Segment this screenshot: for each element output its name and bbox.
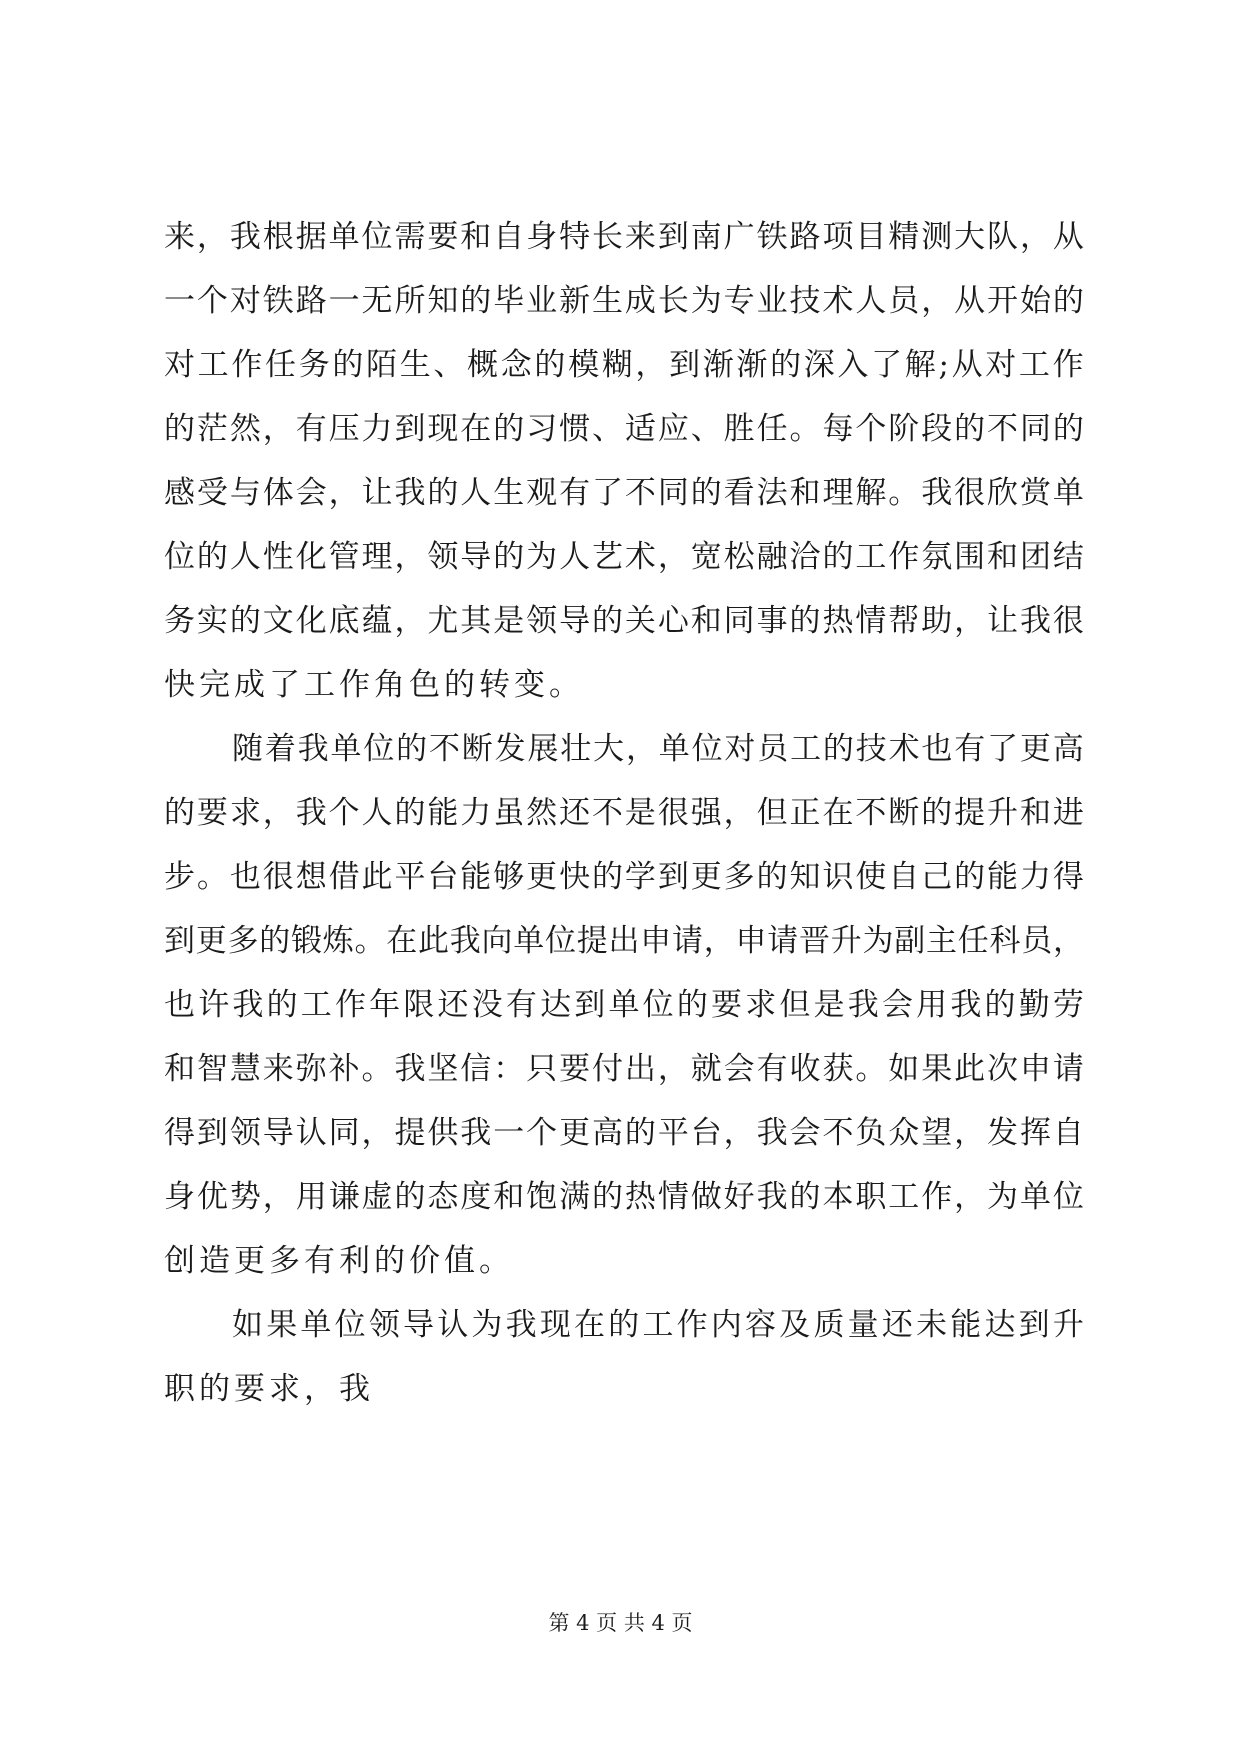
document-body (164, 205, 1084, 1421)
text-line: 步 。 也 很 想 借 此 平 台 能 够 更 快 的 学 到 更 多 的 知 识 使 自 己 的 能 力 得 (164, 859, 1084, 895)
text-line: 到 更 多 的 锻 炼 。 在 此 我 向 单 位 提 出 申 请 ， 申 请 晋 升 为 副 主 任 科 员 ， (164, 923, 1084, 959)
text-line: 随 着 我 单 位 的 不 断 发 展 壮 大 ， 单 位 对 员 工 的 技 术 也 有 了 更 高 (232, 731, 1084, 767)
text-line: 位 的 人 性 化 管 理 ， 领 导 的 为 人 艺 术 ， 宽 松 融 洽 的 工 作 氛 围 和 团 结 (164, 539, 1084, 575)
text-line: 创造更多有利的价值。 (164, 1243, 514, 1279)
text-line: 的 要 求 ， 我 个 人 的 能 力 虽 然 还 不 是 很 强 ， 但 正 在 不 断 的 提 升 和 进 (164, 795, 1084, 831)
text-line: 得 到 领 导 认 同 ， 提 供 我 一 个 更 高 的 平 台 ， 我 会 不 负 众 望 ， 发 挥 自 (164, 1115, 1084, 1151)
text-line: 来 ， 我 根 据 单 位 需 要 和 自 身 特 长 来 到 南 广 铁 路 项 目 精 测 大 队 ， 从 (164, 219, 1084, 255)
text-line: 和 智 慧 来 弥 补 。 我 坚 信 ： 只 要 付 出 ， 就 会 有 收 获 。 如 果 此 次 申 请 (164, 1051, 1084, 1087)
text-line: 也 许 我 的 工 作 年 限 还 没 有 达 到 单 位 的 要 求 但 是 我 会 用 我 的 勤 劳 (164, 987, 1084, 1023)
page-footer: 第 4 页 共 4 页 (548, 1611, 693, 1635)
text-line: 职的要求，我 (164, 1371, 374, 1407)
text-line: 的 茫 然 ， 有 压 力 到 现 在 的 习 惯 、 适 应 、 胜 任 。 每 个 阶 段 的 不 同 的 (164, 411, 1084, 447)
text-line: 务 实 的 文 化 底 蕴 ， 尤 其 是 领 导 的 关 心 和 同 事 的 热 情 帮 助 ， 让 我 很 (164, 603, 1084, 639)
text-line: 对 工 作 任 务 的 陌 生 、 概 念 的 模 糊 ， 到 渐 渐 的 深 入 了 解 ; 从 对 工 作 (164, 347, 1084, 383)
text-line: 一 个 对 铁 路 一 无 所 知 的 毕 业 新 生 成 长 为 专 业 技 术 人 员 ， 从 开 始 的 (164, 283, 1084, 319)
text-line: 感 受 与 体 会 ， 让 我 的 人 生 观 有 了 不 同 的 看 法 和 理 解 。 我 很 欣 赏 单 (164, 475, 1084, 511)
text-line: 快完成了工作角色的转变。 (164, 667, 584, 703)
text-line: 身 优 势 ， 用 谦 虚 的 态 度 和 饱 满 的 热 情 做 好 我 的 本 职 工 作 ， 为 单 位 (164, 1179, 1084, 1215)
text-line: 如 果 单 位 领 导 认 为 我 现 在 的 工 作 内 容 及 质 量 还 未 能 达 到 升 (232, 1307, 1084, 1343)
